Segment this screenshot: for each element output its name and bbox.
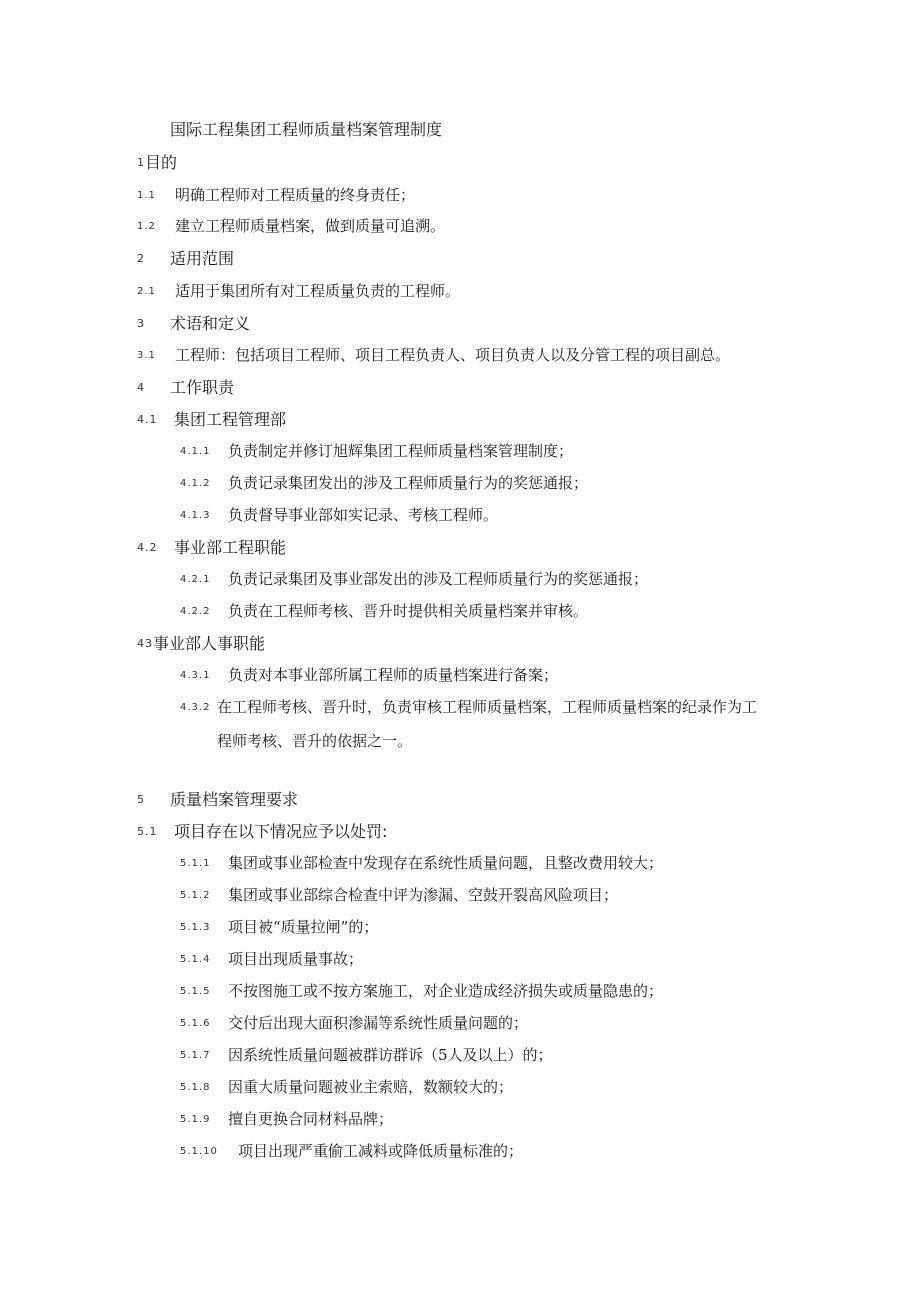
clause-number: 4.1.1	[180, 446, 211, 457]
section-title: 适用范围	[170, 249, 235, 268]
subsection-number: 43	[137, 637, 153, 650]
clause-number: 3.1	[137, 350, 156, 361]
clause	[180, 1080, 513, 1095]
clause-text: 不按图施工或不按方案施工，对企业造成经济损失或质量隐患的；	[228, 982, 664, 1000]
clause	[180, 952, 363, 967]
clause-number: 4.3.2	[180, 702, 211, 713]
clause	[180, 1144, 523, 1159]
clause-number: 4.1.2	[180, 478, 211, 489]
clause-number: 5.1.4	[180, 954, 211, 965]
section-heading	[137, 155, 177, 171]
clause-text: 集团或事业部检查中发现存在系统性质量问题，且整改费用较大；	[228, 854, 664, 872]
section-heading	[137, 380, 234, 396]
clause-number: 5.1.7	[180, 1050, 211, 1061]
clause	[180, 572, 648, 587]
clause-number: 2.1	[137, 286, 156, 297]
clause	[180, 984, 663, 999]
section-title: 目的	[145, 153, 178, 172]
subsection-title: 项目存在以下情况应予以处罚:	[174, 822, 388, 841]
subsection-title: 事业部人事职能	[153, 634, 266, 653]
clause-text: 负责制定并修订旭辉集团工程师质量档案管理制度；	[228, 442, 574, 460]
clause-text: 集团或事业部综合检查中评为渗漏、空鼓开裂高风险项目；	[228, 886, 619, 904]
clause-number: 5.1.5	[180, 986, 211, 997]
section-number: 5	[137, 793, 145, 806]
clause-number: 4.2.1	[180, 574, 211, 585]
clause-text: 负责记录集团发出的涉及工程师质量行为的奖惩通报；	[228, 474, 589, 492]
clause-number: 5.1.9	[180, 1114, 211, 1125]
subsection-heading	[137, 636, 265, 652]
clause-text: 项目被“质量拉闸”的；	[228, 918, 379, 936]
clause	[180, 1016, 528, 1031]
subsection-number: 4.1	[137, 413, 158, 426]
subsection-title: 事业部工程职能	[174, 538, 287, 557]
clause	[180, 1112, 393, 1127]
clause-text: 在工程师考核、晋升时，负责审核工程师质量档案，工程师质量档案的纪录作为工	[217, 698, 758, 716]
clause-text: 工程师：包括项目工程师、项目工程负责人、项目负责人以及分管工程的项目副总。	[175, 346, 731, 364]
clause	[137, 348, 730, 363]
subsection-heading	[137, 540, 286, 556]
clause	[137, 284, 460, 299]
subsection-number: 4.2	[137, 541, 158, 554]
clause	[180, 508, 498, 523]
clause-text: 交付后出现大面积渗漏等系统性质量问题的；	[228, 1014, 529, 1032]
document-title: 国际工程集团工程师质量档案管理制度	[170, 120, 443, 139]
clause	[137, 188, 415, 203]
clause	[180, 856, 663, 871]
clause-number: 4.2.2	[180, 606, 211, 617]
subsection-heading	[137, 412, 286, 428]
clause	[180, 444, 573, 459]
subsection-title: 集团工程管理部	[174, 410, 287, 429]
clause-number: 4.3.1	[180, 670, 211, 681]
clause	[180, 920, 378, 935]
section-title: 术语和定义	[170, 314, 251, 333]
clause-text: 擅自更换合同材料品牌；	[228, 1110, 394, 1128]
clause-number: 5.1.1	[180, 858, 211, 869]
clause	[180, 476, 588, 491]
section-number: 1	[137, 156, 145, 169]
clause	[180, 700, 757, 715]
clause-text: 负责督导事业部如实记录、考核工程师。	[228, 506, 499, 524]
subsection-number: 5.1	[137, 825, 158, 838]
clause-text: 负责对本事业部所属工程师的质量档案进行备案；	[228, 666, 559, 684]
clause-text: 负责在工程师考核、晋升时提供相关质量档案并审核。	[228, 602, 589, 620]
clause-text: 因系统性质量问题被群访群诉（5人及以上）的；	[228, 1046, 553, 1064]
clause-number: 1.2	[137, 221, 156, 232]
clause-number: 1.1	[137, 190, 156, 201]
clause	[180, 1048, 553, 1063]
clause	[137, 219, 445, 234]
clause-text: 因重大质量问题被业主索赔，数额较大的；	[228, 1078, 514, 1096]
clause-text: 负责记录集团及事业部发出的涉及工程师质量行为的奖惩通报；	[228, 570, 649, 588]
section-title: 质量档案管理要求	[170, 790, 299, 809]
clause-text: 明确工程师对工程质量的终身责任；	[175, 186, 416, 204]
section-number: 3	[137, 317, 145, 330]
clause-number: 4.1.3	[180, 510, 211, 521]
clause-text: 适用于集团所有对工程质量负责的工程师。	[175, 282, 461, 300]
section-number: 4	[137, 381, 145, 394]
clause-continuation	[217, 734, 412, 749]
section-heading	[137, 316, 250, 332]
section-title: 工作职责	[170, 378, 235, 397]
clause-text: 程师考核、晋升的依据之一。	[217, 732, 413, 750]
section-heading	[137, 251, 234, 267]
clause-number: 5.1.2	[180, 890, 211, 901]
section-number: 2	[137, 252, 145, 265]
clause-number: 5.1.6	[180, 1018, 211, 1029]
clause-number: 5.1.8	[180, 1082, 211, 1093]
clause-number: 5.1.3	[180, 922, 211, 933]
clause	[180, 888, 618, 903]
section-heading	[137, 792, 298, 808]
clause-text: 项目出现严重偷工减料或降低质量标准的；	[238, 1142, 524, 1160]
clause-text: 建立工程师质量档案，做到质量可追溯。	[175, 217, 446, 235]
clause-text: 项目出现质量事故；	[228, 950, 364, 968]
clause	[180, 668, 558, 683]
subsection-heading	[137, 824, 387, 840]
clause	[180, 604, 588, 619]
clause-number: 5.1.10	[180, 1146, 218, 1157]
